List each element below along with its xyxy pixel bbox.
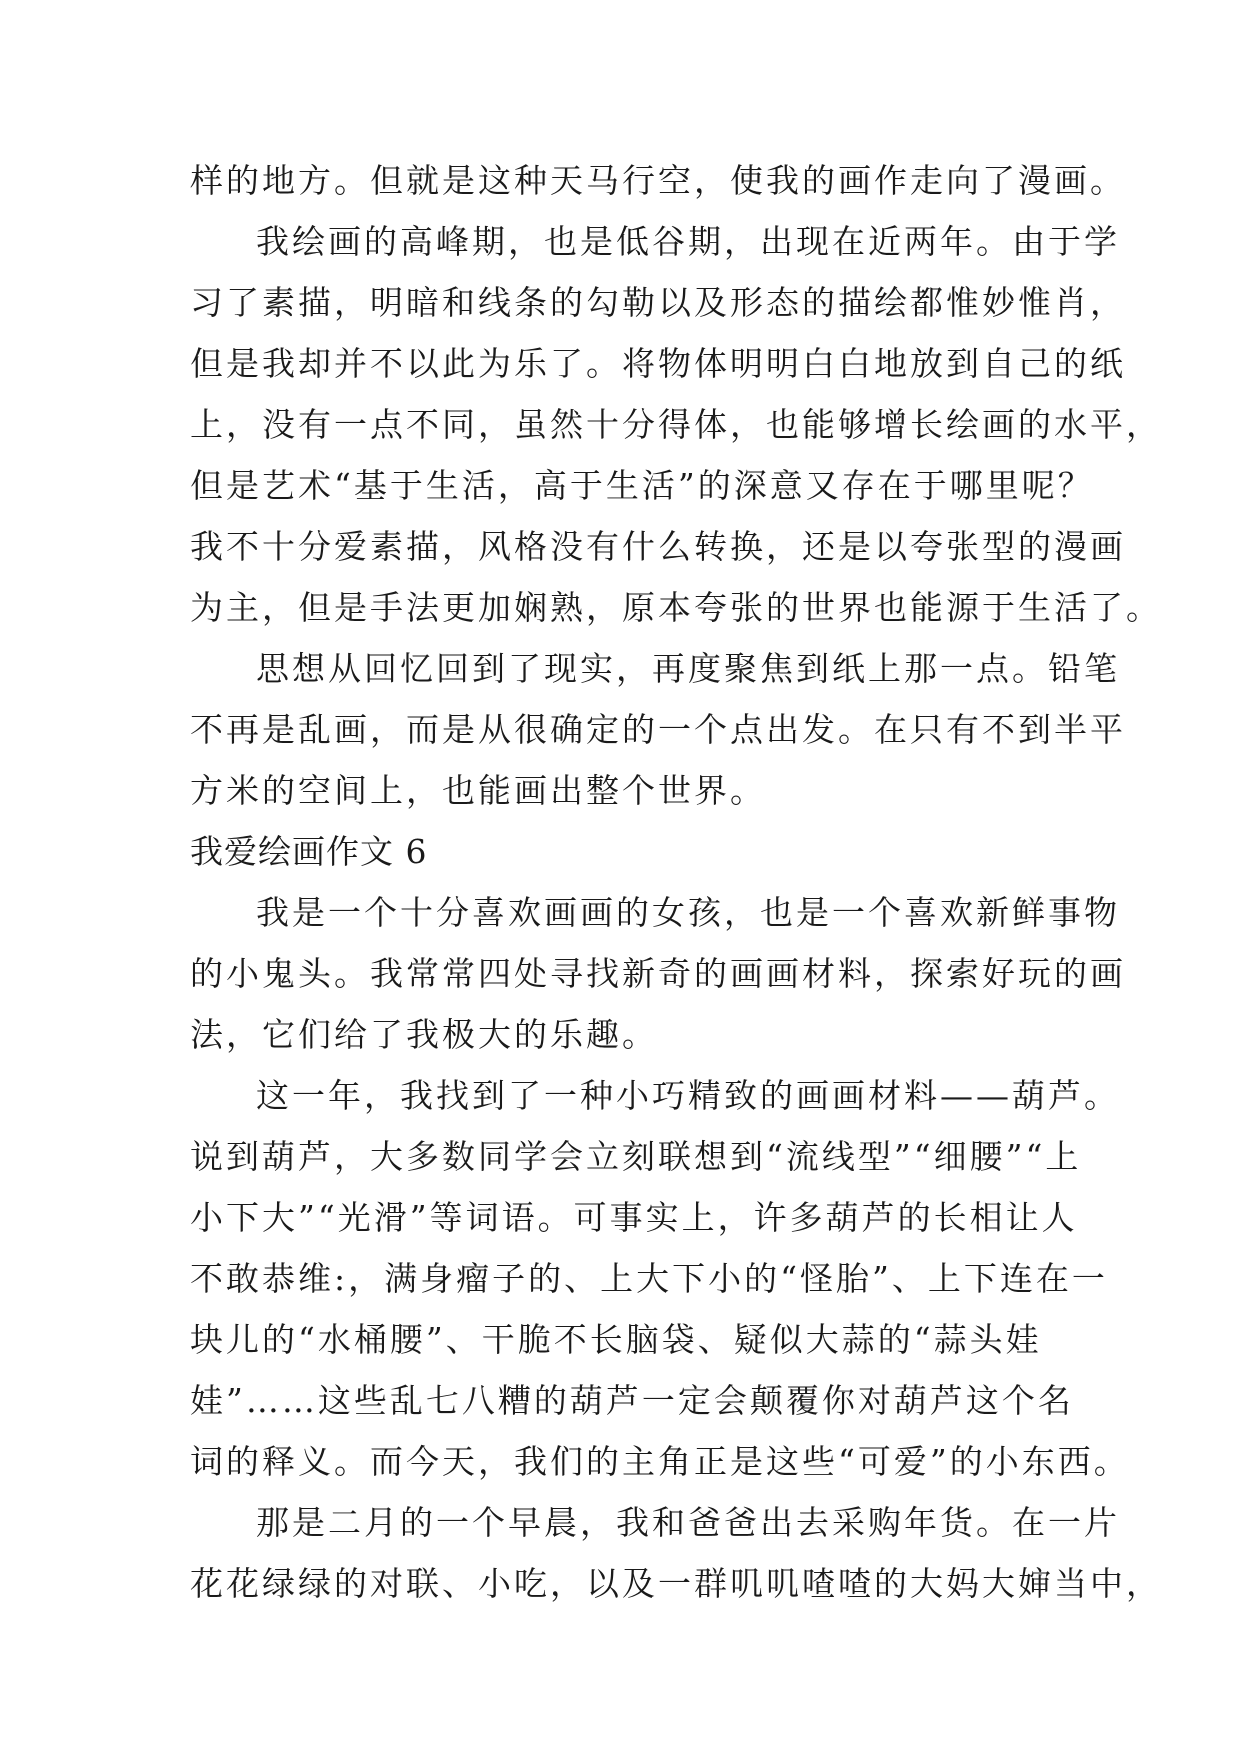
text-line: 但是我却并不以此为乐了。将物体明明白白地放到自己的纸 [190, 344, 1126, 383]
text-line: 习了素描，明暗和线条的勾勒以及形态的描绘都惟妙惟肖， [190, 283, 1126, 322]
section-heading: 我爱绘画作文 6 [190, 832, 428, 871]
text-line: 法，它们给了我极大的乐趣。 [190, 1015, 658, 1054]
text-line: 思想从回忆回到了现实，再度聚焦到纸上那一点。铅笔 [256, 649, 1120, 688]
text-line: 我不十分爱素描，风格没有什么转换，还是以夸张型的漫画 [190, 527, 1126, 566]
text-line: 小下大”“光滑”等词语。可事实上，许多葫芦的长相让人 [190, 1198, 1078, 1237]
text-line: 不敢恭维:，满身瘤子的、上大下小的“怪胎”、上下连在一 [190, 1259, 1108, 1298]
text-line: 我绘画的高峰期，也是低谷期，出现在近两年。由于学 [256, 222, 1120, 261]
text-line: 那是二月的一个早晨，我和爸爸出去采购年货。在一片 [256, 1503, 1120, 1542]
text-line: 不再是乱画，而是从很确定的一个点出发。在只有不到半平 [190, 710, 1126, 749]
text-line: 但是艺术“基于生活，高于生活”的深意又存在于哪里呢？ [190, 466, 1094, 505]
text-line: 块儿的“水桶腰”、干脆不长脑袋、疑似大蒜的“蒜头娃 [190, 1320, 1042, 1359]
text-line: 娃”……这些乱七八糟的葫芦一定会颠覆你对葫芦这个名 [190, 1381, 1074, 1420]
text-line: 样的地方。但就是这种天马行空，使我的画作走向了漫画。 [190, 161, 1126, 200]
document-page [190, 150, 1162, 1614]
text-line: 为主，但是手法更加娴熟，原本夸张的世界也能源于生活了。 [190, 588, 1162, 627]
text-line: 词的释义。而今天，我们的主角正是这些“可爱”的小东西。 [190, 1442, 1130, 1481]
text-line: 的小鬼头。我常常四处寻找新奇的画画材料，探索好玩的画 [190, 954, 1126, 993]
text-line: 上，没有一点不同，虽然十分得体，也能够增长绘画的水平， [190, 405, 1162, 444]
text-line: 这一年，我找到了一种小巧精致的画画材料——葫芦。 [256, 1076, 1120, 1115]
text-line: 花花绿绿的对联、小吃，以及一群叽叽喳喳的大妈大婶当中， [190, 1564, 1162, 1603]
text-line: 方米的空间上，也能画出整个世界。 [190, 771, 766, 810]
text-line: 说到葫芦，大多数同学会立刻联想到“流线型”“细腰”“上 [190, 1137, 1082, 1176]
text-line: 我是一个十分喜欢画画的女孩，也是一个喜欢新鲜事物 [256, 893, 1120, 932]
